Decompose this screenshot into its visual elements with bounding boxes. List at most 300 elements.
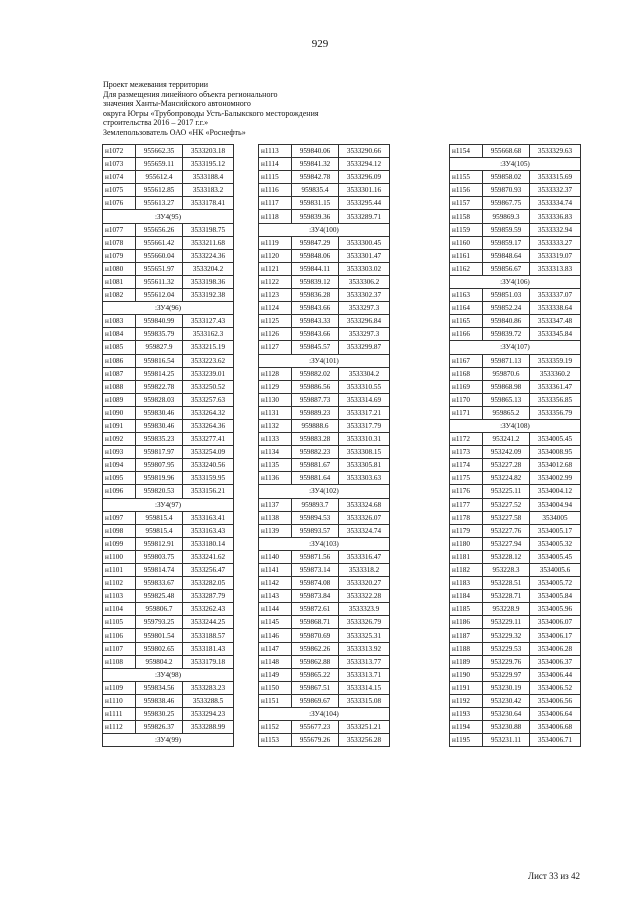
coord-y: 3533332.94 xyxy=(530,223,581,236)
point-id: н1116 xyxy=(259,184,292,197)
coord-y: 3534006.56 xyxy=(530,694,581,707)
point-id: н1102 xyxy=(103,577,136,590)
table-row xyxy=(450,315,581,328)
header-line: округа Югры «Трубопроводы Усть-Балыкского месторождения xyxy=(103,108,319,118)
point-id: н1142 xyxy=(259,577,292,590)
coord-y: 3533310.31 xyxy=(339,433,390,446)
table-row xyxy=(450,393,581,406)
table-row xyxy=(103,419,234,432)
coord-y: 3533211.68 xyxy=(183,236,234,249)
coordinates-table-1 xyxy=(102,144,234,747)
parcel-label-row xyxy=(450,419,581,432)
coord-y: 3533198.36 xyxy=(183,275,234,288)
table-row xyxy=(259,406,390,419)
table-row xyxy=(103,171,234,184)
header-line: значения Ханты-Мансийского автономного xyxy=(103,99,251,109)
point-id: н1195 xyxy=(450,734,483,747)
table-row xyxy=(103,275,234,288)
coord-x: 959883.28 xyxy=(292,433,339,446)
table-row xyxy=(103,367,234,380)
point-id: н1132 xyxy=(259,419,292,432)
coord-x: 959828.03 xyxy=(136,393,183,406)
coord-y: 3533179.18 xyxy=(183,655,234,668)
coord-y: 3533320.27 xyxy=(339,577,390,590)
coord-x: 955659.11 xyxy=(136,158,183,171)
parcel-label-row xyxy=(259,708,390,721)
parcel-label: :ЗУ4(106) xyxy=(450,275,581,288)
table-row xyxy=(259,249,390,262)
sheet-footer: Лист 33 из 42 xyxy=(528,871,580,881)
coord-y: 3533296.84 xyxy=(339,315,390,328)
table-row xyxy=(450,354,581,367)
parcel-label-row xyxy=(103,498,234,511)
coord-x: 955661.42 xyxy=(136,236,183,249)
point-id: н1173 xyxy=(450,446,483,459)
coord-x: 959873.14 xyxy=(292,564,339,577)
point-id: н1156 xyxy=(450,184,483,197)
coord-x: 959840.86 xyxy=(483,315,530,328)
parcel-label: :ЗУ4(107) xyxy=(450,341,581,354)
table-row xyxy=(259,603,390,616)
table-row xyxy=(259,275,390,288)
table-row xyxy=(259,210,390,223)
point-id: н1120 xyxy=(259,249,292,262)
coord-y: 3533314.15 xyxy=(339,681,390,694)
point-id: н1165 xyxy=(450,315,483,328)
coord-x: 959831.15 xyxy=(292,197,339,210)
point-id: н1177 xyxy=(450,498,483,511)
table-row xyxy=(450,223,581,236)
coord-y: 3533127.43 xyxy=(183,315,234,328)
coord-y: 3534006.17 xyxy=(530,629,581,642)
point-id: н1193 xyxy=(450,708,483,721)
point-id: н1114 xyxy=(259,158,292,171)
coord-x: 959870.6 xyxy=(483,367,530,380)
coord-x: 953228.12 xyxy=(483,550,530,563)
document-header xyxy=(103,80,403,138)
coord-x: 959893.7 xyxy=(292,498,339,511)
coord-x: 959807.95 xyxy=(136,459,183,472)
coord-x: 953227.52 xyxy=(483,498,530,511)
coord-y: 3534004.12 xyxy=(530,485,581,498)
point-id: н1082 xyxy=(103,289,136,302)
parcel-label: :ЗУ4(100) xyxy=(259,223,390,236)
coord-x: 959830.46 xyxy=(136,419,183,432)
coord-y: 3533290.66 xyxy=(339,145,390,158)
point-id: н1140 xyxy=(259,550,292,563)
coord-y: 3534006.37 xyxy=(530,655,581,668)
coord-y: 3534006.44 xyxy=(530,668,581,681)
point-id: н1105 xyxy=(103,616,136,629)
coord-x: 959873.84 xyxy=(292,590,339,603)
coord-x: 955662.35 xyxy=(136,145,183,158)
coord-x: 959869.67 xyxy=(292,694,339,707)
coord-y: 3533359.19 xyxy=(530,354,581,367)
table-row xyxy=(450,302,581,315)
coord-y: 3533295.44 xyxy=(339,197,390,210)
coord-x: 953229.97 xyxy=(483,668,530,681)
coord-x: 959843.33 xyxy=(292,315,339,328)
coord-x: 959858.02 xyxy=(483,171,530,184)
point-id: н1178 xyxy=(450,511,483,524)
table-row xyxy=(450,236,581,249)
table-row xyxy=(450,289,581,302)
coord-x: 959833.67 xyxy=(136,577,183,590)
table-row xyxy=(259,642,390,655)
coord-y: 3533297.3 xyxy=(339,302,390,315)
coord-x: 953231.11 xyxy=(483,734,530,747)
table-row xyxy=(103,446,234,459)
point-id: н1079 xyxy=(103,249,136,262)
coord-y: 3533294.12 xyxy=(339,158,390,171)
coord-y: 3533310.55 xyxy=(339,380,390,393)
table-row xyxy=(259,184,390,197)
table-row xyxy=(450,577,581,590)
table-row xyxy=(259,262,390,275)
coord-x: 959827.9 xyxy=(136,341,183,354)
point-id: н1091 xyxy=(103,419,136,432)
coord-y: 3533283.23 xyxy=(183,681,234,694)
coord-y: 3533250.52 xyxy=(183,380,234,393)
parcel-label: :ЗУ4(96) xyxy=(103,302,234,315)
table-row xyxy=(450,459,581,472)
coord-y: 3533178.41 xyxy=(183,197,234,210)
parcel-label-row xyxy=(103,302,234,315)
coord-y: 3534005 xyxy=(530,511,581,524)
table-row xyxy=(103,249,234,262)
table-row xyxy=(103,590,234,603)
coord-x: 959865.2 xyxy=(483,406,530,419)
coord-x: 959816.54 xyxy=(136,354,183,367)
table-row xyxy=(259,681,390,694)
coord-y: 3533308.15 xyxy=(339,446,390,459)
point-id: н1100 xyxy=(103,550,136,563)
table-row xyxy=(450,210,581,223)
coord-y: 3533304.2 xyxy=(339,367,390,380)
coord-x: 953227.28 xyxy=(483,459,530,472)
table-row xyxy=(259,419,390,432)
point-id: н1104 xyxy=(103,603,136,616)
table-row xyxy=(259,590,390,603)
table-row xyxy=(450,668,581,681)
parcel-label: :ЗУ4(108) xyxy=(450,419,581,432)
coord-x: 959839.12 xyxy=(292,275,339,288)
point-id: н1189 xyxy=(450,655,483,668)
point-id: н1119 xyxy=(259,236,292,249)
coord-x: 959868.98 xyxy=(483,380,530,393)
table-row xyxy=(103,262,234,275)
coord-x: 959812.91 xyxy=(136,537,183,550)
coord-x: 955656.26 xyxy=(136,223,183,236)
coord-y: 3533251.21 xyxy=(339,721,390,734)
point-id: н1152 xyxy=(259,721,292,734)
coord-y: 3533329.63 xyxy=(530,145,581,158)
coord-y: 3534005.84 xyxy=(530,590,581,603)
point-id: н1087 xyxy=(103,367,136,380)
point-id: н1094 xyxy=(103,459,136,472)
coord-x: 959882.23 xyxy=(292,446,339,459)
coordinates-table-2 xyxy=(258,144,390,747)
table-row xyxy=(103,721,234,734)
table-row xyxy=(103,485,234,498)
table-row xyxy=(450,171,581,184)
table-row xyxy=(450,367,581,380)
parcel-label: :ЗУ4(98) xyxy=(103,668,234,681)
coord-x: 955677.23 xyxy=(292,721,339,734)
table-row xyxy=(259,498,390,511)
coord-x: 953230.19 xyxy=(483,681,530,694)
table-row xyxy=(450,249,581,262)
table-row xyxy=(103,472,234,485)
table-row xyxy=(450,603,581,616)
point-id: н1108 xyxy=(103,655,136,668)
point-id: н1129 xyxy=(259,380,292,393)
point-id: н1180 xyxy=(450,537,483,550)
table-row xyxy=(450,262,581,275)
coord-x: 953227.76 xyxy=(483,524,530,537)
coord-x: 959820.53 xyxy=(136,485,183,498)
table-row xyxy=(103,341,234,354)
coord-y: 3533325.31 xyxy=(339,629,390,642)
coord-y: 3533159.95 xyxy=(183,472,234,485)
coord-x: 959803.75 xyxy=(136,550,183,563)
table-row xyxy=(103,433,234,446)
coord-x: 959830.46 xyxy=(136,406,183,419)
table-row xyxy=(259,616,390,629)
table-row xyxy=(103,145,234,158)
table-row xyxy=(259,577,390,590)
table-row xyxy=(103,616,234,629)
parcel-label: :ЗУ4(99) xyxy=(103,734,234,747)
coord-x: 959848.64 xyxy=(483,249,530,262)
table-row xyxy=(103,197,234,210)
coord-y: 3533156.21 xyxy=(183,485,234,498)
coord-y: 3533301.16 xyxy=(339,184,390,197)
coord-x: 959835.4 xyxy=(292,184,339,197)
coord-x: 953227.94 xyxy=(483,537,530,550)
point-id: н1123 xyxy=(259,289,292,302)
point-id: н1158 xyxy=(450,210,483,223)
point-id: н1099 xyxy=(103,537,136,550)
point-id: н1077 xyxy=(103,223,136,236)
point-id: н1159 xyxy=(450,223,483,236)
coord-x: 953229.11 xyxy=(483,616,530,629)
parcel-label: :ЗУ4(97) xyxy=(103,498,234,511)
point-id: н1137 xyxy=(259,498,292,511)
coord-y: 3534005.96 xyxy=(530,603,581,616)
coord-x: 959870.69 xyxy=(292,629,339,642)
point-id: н1098 xyxy=(103,524,136,537)
table-row xyxy=(259,446,390,459)
parcel-label-row xyxy=(259,485,390,498)
coord-y: 3534004.94 xyxy=(530,498,581,511)
table-row xyxy=(103,708,234,721)
parcel-label: :ЗУ4(105) xyxy=(450,158,581,171)
coord-x: 953230.88 xyxy=(483,721,530,734)
table-row xyxy=(450,511,581,524)
coord-x: 959806.7 xyxy=(136,603,183,616)
point-id: н1188 xyxy=(450,642,483,655)
coord-y: 3534005.45 xyxy=(530,433,581,446)
point-id: н1170 xyxy=(450,393,483,406)
coord-x: 959801.54 xyxy=(136,629,183,642)
point-id: н1130 xyxy=(259,393,292,406)
table-row xyxy=(259,171,390,184)
coord-x: 953229.32 xyxy=(483,629,530,642)
point-id: н1074 xyxy=(103,171,136,184)
coord-x: 959793.25 xyxy=(136,616,183,629)
coord-y: 3534005.72 xyxy=(530,577,581,590)
point-id: н1146 xyxy=(259,629,292,642)
coord-y: 3533204.2 xyxy=(183,262,234,275)
coord-y: 3534006.52 xyxy=(530,681,581,694)
parcel-label-row xyxy=(259,223,390,236)
parcel-label-row xyxy=(103,210,234,223)
coord-x: 959852.24 xyxy=(483,302,530,315)
coord-y: 3533264.32 xyxy=(183,406,234,419)
coord-x: 959871.13 xyxy=(483,354,530,367)
coord-x: 959862.88 xyxy=(292,655,339,668)
parcel-label: :ЗУ4(103) xyxy=(259,537,390,550)
coord-x: 959867.75 xyxy=(483,197,530,210)
table-row xyxy=(450,380,581,393)
table-row xyxy=(103,393,234,406)
table-row xyxy=(259,668,390,681)
point-id: н1073 xyxy=(103,158,136,171)
point-id: н1122 xyxy=(259,275,292,288)
coord-x: 959869.3 xyxy=(483,210,530,223)
coord-y: 3534012.68 xyxy=(530,459,581,472)
coord-x: 955660.04 xyxy=(136,249,183,262)
coord-x: 959882.02 xyxy=(292,367,339,380)
table-row xyxy=(450,564,581,577)
coord-y: 3533297.3 xyxy=(339,328,390,341)
coord-y: 3533183.2 xyxy=(183,184,234,197)
point-id: н1072 xyxy=(103,145,136,158)
table-row xyxy=(259,289,390,302)
coord-y: 3533254.09 xyxy=(183,446,234,459)
table-row xyxy=(259,459,390,472)
point-id: н1131 xyxy=(259,406,292,419)
point-id: н1183 xyxy=(450,577,483,590)
point-id: н1085 xyxy=(103,341,136,354)
table-row xyxy=(103,406,234,419)
coord-x: 959830.25 xyxy=(136,708,183,721)
coord-x: 953228.3 xyxy=(483,564,530,577)
point-id: н1121 xyxy=(259,262,292,275)
coord-x: 959815.4 xyxy=(136,524,183,537)
point-id: н1136 xyxy=(259,472,292,485)
coord-y: 3533345.84 xyxy=(530,328,581,341)
coord-x: 959886.56 xyxy=(292,380,339,393)
point-id: н1084 xyxy=(103,328,136,341)
table-row xyxy=(259,472,390,485)
coord-y: 3533319.07 xyxy=(530,249,581,262)
point-id: н1194 xyxy=(450,721,483,734)
coord-x: 959845.57 xyxy=(292,341,339,354)
table-row xyxy=(259,341,390,354)
point-id: н1155 xyxy=(450,171,483,184)
coord-x: 959894.53 xyxy=(292,511,339,524)
table-row xyxy=(450,197,581,210)
coord-y: 3534006.28 xyxy=(530,642,581,655)
point-id: н1190 xyxy=(450,668,483,681)
coord-y: 3533322.28 xyxy=(339,590,390,603)
coord-y: 3534002.99 xyxy=(530,472,581,485)
coord-x: 959851.03 xyxy=(483,289,530,302)
coord-y: 3533317.79 xyxy=(339,419,390,432)
coord-x: 959839.72 xyxy=(483,328,530,341)
table-row xyxy=(259,145,390,158)
coord-y: 3533326.79 xyxy=(339,616,390,629)
point-id: н1187 xyxy=(450,629,483,642)
table-row xyxy=(450,537,581,550)
coord-y: 3533223.62 xyxy=(183,354,234,367)
table-row xyxy=(103,459,234,472)
coord-x: 959822.78 xyxy=(136,380,183,393)
parcel-label-row xyxy=(259,537,390,550)
point-id: н1101 xyxy=(103,564,136,577)
point-id: н1096 xyxy=(103,485,136,498)
coord-y: 3533333.27 xyxy=(530,236,581,249)
coord-y: 3533326.07 xyxy=(339,511,390,524)
header-line: строительства 2016 – 2017 г.г.» xyxy=(103,118,209,128)
point-id: н1128 xyxy=(259,367,292,380)
coord-y: 3533203.18 xyxy=(183,145,234,158)
coord-x: 959872.61 xyxy=(292,603,339,616)
coord-y: 3533198.75 xyxy=(183,223,234,236)
point-id: н1163 xyxy=(450,289,483,302)
point-id: н1167 xyxy=(450,354,483,367)
coord-x: 959887.73 xyxy=(292,393,339,406)
table-row xyxy=(450,485,581,498)
coord-x: 959802.65 xyxy=(136,642,183,655)
table-row xyxy=(259,315,390,328)
point-id: н1169 xyxy=(450,380,483,393)
coord-y: 3533296.09 xyxy=(339,171,390,184)
coord-y: 3533244.25 xyxy=(183,616,234,629)
coord-y: 3533192.38 xyxy=(183,289,234,302)
coord-y: 3533324.74 xyxy=(339,524,390,537)
coord-x: 959835.79 xyxy=(136,328,183,341)
coord-y: 3533288.5 xyxy=(183,694,234,707)
table-row xyxy=(450,433,581,446)
coord-x: 959862.26 xyxy=(292,642,339,655)
parcel-label: :ЗУ4(95) xyxy=(103,210,234,223)
table-row xyxy=(450,406,581,419)
table-row xyxy=(450,524,581,537)
coord-y: 3533338.64 xyxy=(530,302,581,315)
point-id: н1141 xyxy=(259,564,292,577)
coord-x: 959868.71 xyxy=(292,616,339,629)
table-row xyxy=(259,158,390,171)
point-id: н1143 xyxy=(259,590,292,603)
coord-x: 955651.97 xyxy=(136,262,183,275)
coord-x: 959865.22 xyxy=(292,668,339,681)
coord-y: 3533262.43 xyxy=(183,603,234,616)
coord-x: 953230.64 xyxy=(483,708,530,721)
coord-x: 959815.4 xyxy=(136,511,183,524)
point-id: н1080 xyxy=(103,262,136,275)
coord-y: 3533356.85 xyxy=(530,393,581,406)
coord-y: 3533224.36 xyxy=(183,249,234,262)
point-id: н1135 xyxy=(259,459,292,472)
table-row xyxy=(103,550,234,563)
coord-y: 3533289.71 xyxy=(339,210,390,223)
coord-y: 3533360.2 xyxy=(530,367,581,380)
table-row xyxy=(450,629,581,642)
coord-x: 953241.2 xyxy=(483,433,530,446)
